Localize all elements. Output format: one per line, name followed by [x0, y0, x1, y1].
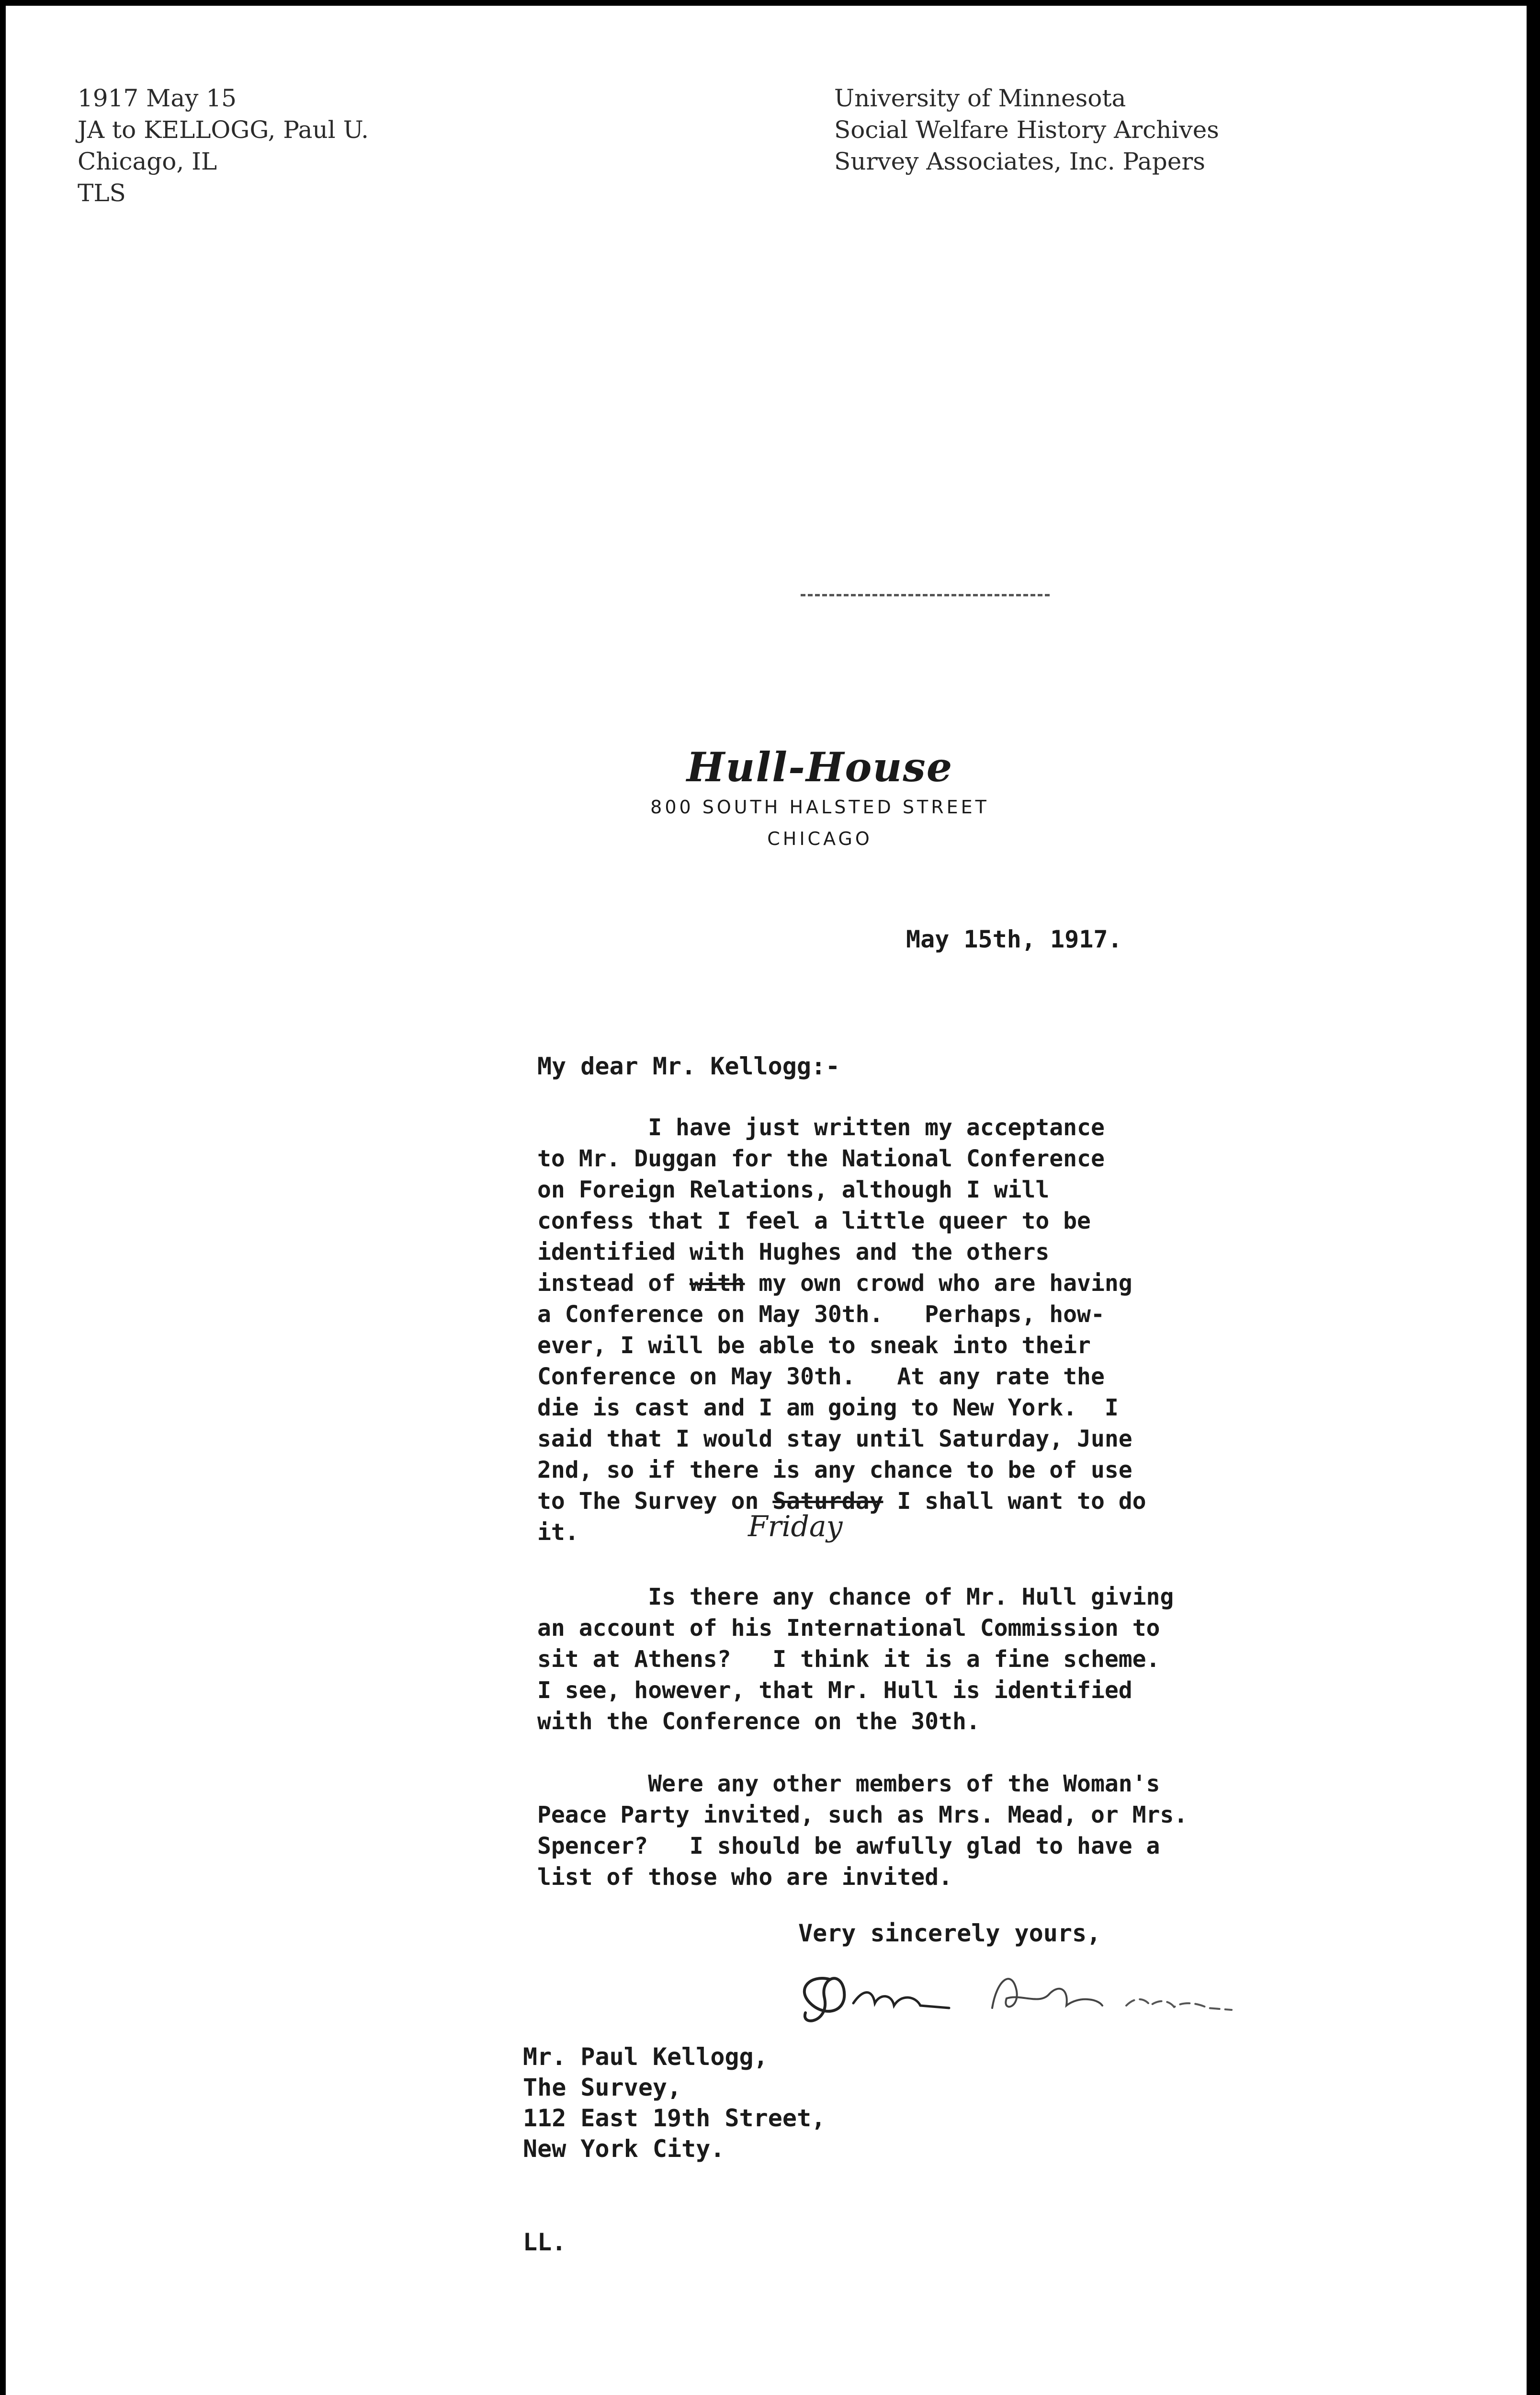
letter-date: May 15th, 1917. [906, 925, 1122, 953]
body-line: identified with Hughes and the others [537, 1239, 1050, 1266]
body-text: I shall want to do [883, 1488, 1146, 1515]
body-line: die is cast and I am going to New York. I [537, 1394, 1119, 1421]
body-line: said that I would stay until Saturday, June [537, 1426, 1132, 1452]
typist-initials: LL. [523, 2228, 566, 2256]
address-line: Mr. Paul Kellogg, [523, 2043, 768, 2071]
body-line: 2nd, so if there is any chance to be of use [537, 1457, 1132, 1483]
address-line: 112 East 19th Street, [523, 2104, 826, 2132]
handwritten-correction: Friday [748, 1510, 843, 1543]
letterhead-title: Hull-House [686, 743, 953, 791]
body-line: I have just written my acceptance [537, 1114, 1105, 1141]
letter-page [6, 6, 1527, 2395]
body-line: Spencer? I should be awfully glad to have a [537, 1833, 1160, 1859]
citation-date: 1917 May 15 [78, 84, 237, 112]
salutation: My dear Mr. Kellogg:- [537, 1052, 840, 1080]
closing: Very sincerely yours, [798, 1919, 1101, 1947]
body-line: Conference on May 30th. At any rate the [537, 1363, 1105, 1390]
body-text: instead of [537, 1270, 676, 1297]
signature [791, 1960, 1280, 2032]
source-university: University of Minnesota [834, 84, 1126, 112]
body-line: list of those who are invited. [537, 1864, 952, 1891]
paragraph-3 [537, 1768, 1232, 1893]
citation-type: TLS [78, 179, 126, 207]
body-line [537, 1486, 1232, 1517]
body-line: ever, I will be able to sneak into their [537, 1332, 1091, 1359]
body-line: it. [537, 1519, 579, 1546]
body-line: Were any other members of the Woman's [537, 1770, 1160, 1797]
header-divider [801, 594, 1050, 596]
body-line: a Conference on May 30th. Perhaps, how- [537, 1301, 1105, 1328]
struck-word: Saturday [772, 1488, 883, 1515]
citation-correspondents: JA to KELLOGG, Paul U. [78, 116, 369, 144]
recipient-address [523, 2041, 826, 2164]
body-line: I see, however, that Mr. Hull is identified [537, 1677, 1132, 1704]
letterhead [532, 743, 1107, 855]
letterhead-city: CHICAGO [767, 828, 872, 849]
address-line: The Survey, [523, 2074, 682, 2101]
citation-place: Chicago, IL [78, 148, 217, 175]
body-line: on Foreign Relations, although I will [537, 1176, 1050, 1203]
source-collection: Survey Associates, Inc. Papers [834, 148, 1205, 175]
body-line [537, 1268, 1232, 1299]
body-text: to The Survey on [537, 1488, 759, 1515]
source-archive: Social Welfare History Archives [834, 116, 1219, 144]
body-line: with the Conference on the 30th. [537, 1708, 980, 1735]
paragraph-2 [537, 1582, 1232, 1737]
body-text: my own crowd who are having [745, 1270, 1132, 1297]
body-line: sit at Athens? I think it is a fine scheme. [537, 1646, 1160, 1673]
address-line: New York City. [523, 2135, 725, 2163]
body-line: an account of his International Commission to [537, 1615, 1160, 1642]
body-line: to Mr. Duggan for the National Conference [537, 1145, 1105, 1172]
struck-word: with [689, 1270, 745, 1297]
archive-source [834, 82, 1219, 177]
body-line: confess that I feel a little queer to be [537, 1208, 1091, 1234]
archive-citation [78, 82, 369, 209]
body-line: Is there any chance of Mr. Hull giving [537, 1584, 1174, 1610]
letterhead-street: 800 SOUTH HALSTED STREET [650, 797, 989, 818]
paragraph-1 [537, 1112, 1232, 1548]
body-line: Peace Party invited, such as Mrs. Mead, or Mrs. [537, 1802, 1188, 1828]
